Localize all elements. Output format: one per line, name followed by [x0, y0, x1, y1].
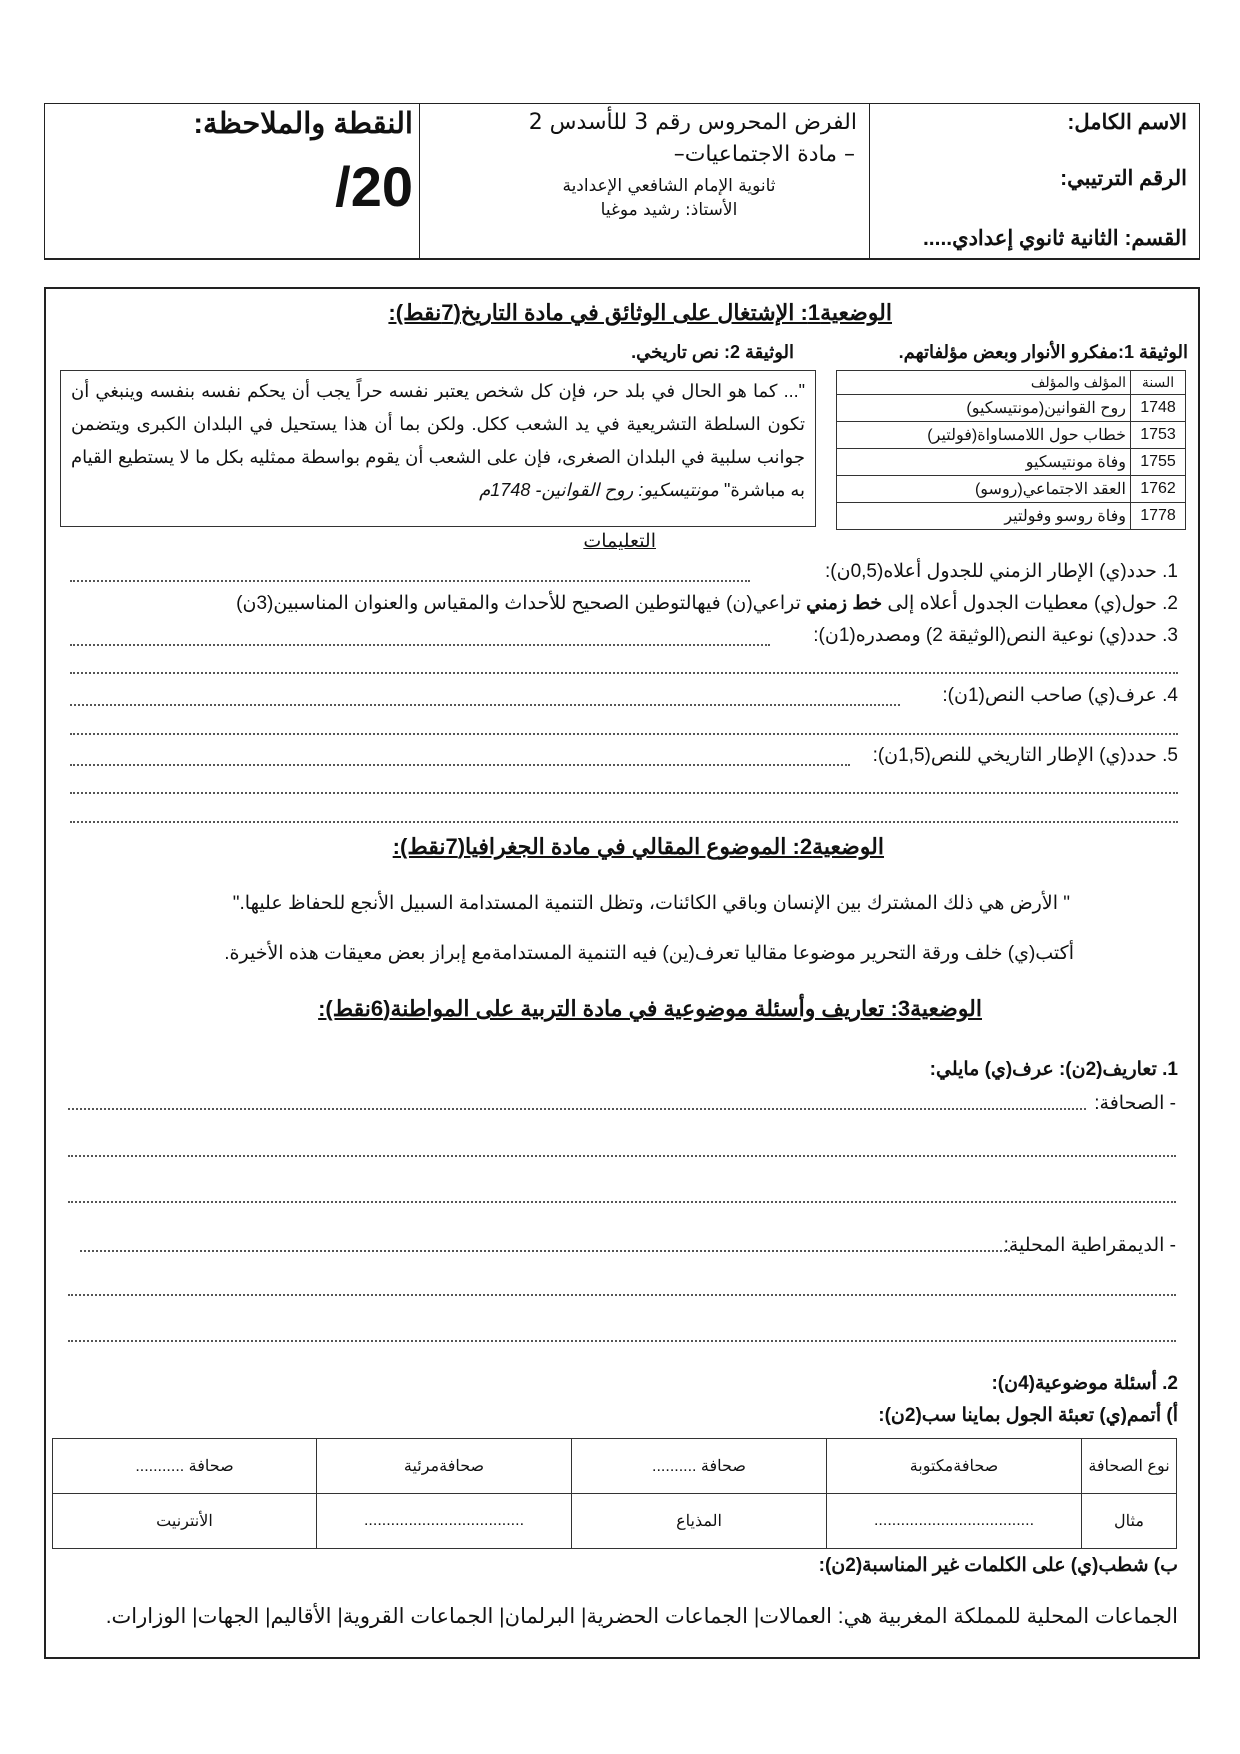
example-cell[interactable]: ....................................	[317, 1494, 572, 1549]
doc1-title: الوثيقة 1:مفكرو الأنوار وبعض مؤلفاتهم.	[898, 342, 1188, 362]
year-cell: 1748	[1131, 395, 1186, 422]
table-row	[837, 503, 1186, 530]
section2-quote: " الأرض هي ذلك المشترك بين الإنسان وباقي الكائنات، وتظل التنمية المستدامة السبيل الأنجع للحفاظ عليها."	[232, 893, 1070, 914]
sub-question-b: ب) شطب(ي) على الكلمات غير المناسبة(2ن):	[818, 1555, 1178, 1576]
instructions-label: التعليمات	[583, 531, 656, 552]
answer-line[interactable]	[70, 580, 750, 582]
doc1-table	[836, 370, 1186, 530]
section2-title: الوضعية2: الموضوع المقالي في مادة الجغرافيا(7نقط):	[392, 834, 884, 859]
press-cell: صحافةمكتوبة	[827, 1439, 1082, 1494]
roll-number-label: الرقم الترتيبي:	[1060, 167, 1187, 190]
year-cell: 1762	[1131, 476, 1186, 503]
answer-line[interactable]	[70, 821, 1178, 823]
doc2-title: الوثيقة 2: نص تاريخي.	[631, 342, 794, 362]
work-cell: وفاة مونتيسكيو	[837, 449, 1131, 476]
answer-line[interactable]	[68, 1155, 1176, 1157]
press-table-row	[53, 1439, 1177, 1494]
question-3: 3. حدد(ي) نوعية النص(الوثيقة 2) ومصدره(1ن):	[813, 625, 1178, 646]
answer-line[interactable]	[70, 704, 900, 706]
definitions-heading: 1. تعاريف(2ن): عرف(ي) مايلي:	[929, 1059, 1178, 1080]
q2-text-b: تراعي(ن) فيهالتوطين الصحيح للأحداث والمقياس والعنوان المناسبين(3ن)	[236, 593, 801, 614]
student-info-cell	[869, 104, 1199, 258]
table-row	[837, 395, 1186, 422]
press-cell[interactable]: صحافة ..........	[572, 1439, 827, 1494]
answer-line[interactable]	[68, 1201, 1176, 1203]
year-cell: 1778	[1131, 503, 1186, 530]
question-4: 4. عرف(ي) صاحب النص(1ن):	[942, 685, 1178, 706]
work-header: المؤلف والمؤلف	[837, 371, 1131, 395]
term-press: - الصحافة:	[1094, 1093, 1176, 1114]
quote-source: مونتيسكيو: روح القوانين- 1748م	[479, 480, 719, 500]
table-row	[837, 476, 1186, 503]
header-box	[44, 103, 1200, 260]
term-local-democracy: - الديمقراطية المحلية:	[1003, 1235, 1176, 1256]
subject-title: – مادة الاجتماعيات–	[673, 142, 855, 167]
table-header-row	[837, 371, 1186, 395]
work-cell: روح القوانين(مونتيسكيو)	[837, 395, 1131, 422]
exam-info-cell	[419, 104, 869, 258]
work-cell: خطاب حول اللامساواة(فولتير)	[837, 422, 1131, 449]
answer-line[interactable]	[70, 792, 1178, 794]
press-cell: صحافةمرئية	[317, 1439, 572, 1494]
press-table-row	[53, 1494, 1177, 1549]
section1-title: الوضعية1: الإشتغال على الوثائق في مادة التاريخ(7نقط):	[388, 300, 892, 325]
grade-label: النقطة والملاحظة:	[193, 108, 413, 140]
work-cell: العقد الاجتماعي(روسو)	[837, 476, 1131, 503]
school-name: ثانوية الإمام الشافعي الإعدادية	[562, 176, 776, 196]
example-header: مثال	[1082, 1494, 1177, 1549]
objective-heading: 2. أسئلة موضوعية(4ن):	[991, 1373, 1178, 1394]
doc2-quote-box	[60, 370, 816, 527]
quote-text: "... كما هو الحال في بلد حر، فإن كل شخص يعتبر نفسه حراً يجب أن يحكم نفسه بنفسه وينبغي أن تكون السلطة التشريعية في يد الشعب ككل. ولكن بما أن هذا يستحيل في البلدان الكبرى ويتضمن جوانب سلبية في البلدان الصغرى، فإن على الشعب أن يقوم بواسطة ممثليه بكل ما لا يستطيع القيام به مباشرة"	[71, 381, 805, 500]
press-table	[52, 1438, 1177, 1549]
work-cell: وفاة روسو وفولتير	[837, 503, 1131, 530]
section3-title: الوضعية3: تعاريف وأسئلة موضوعية في مادة التربية على المواطنة(6نقط):	[318, 996, 982, 1021]
q2-bold: خط زمني	[806, 593, 883, 614]
year-cell: 1753	[1131, 422, 1186, 449]
q2-text-a: 2. حول(ي) معطيات الجدول أعلاه إلى	[887, 593, 1178, 614]
answer-line[interactable]	[70, 672, 1178, 674]
press-type-header: نوع الصحافة	[1082, 1439, 1177, 1494]
local-authorities-sentence[interactable]: الجماعات المحلية للمملكة المغربية هي: العمالات| الجماعات الحضرية| البرلمان| الجماعات القروية| الأقاليم| الجهات| الوزارات.	[105, 1605, 1178, 1628]
teacher-name: الأستاذ: رشيد موغيا	[600, 200, 738, 220]
question-5: 5. حدد(ي) الإطار التاريخي للنص(1,5ن):	[872, 745, 1178, 766]
answer-line[interactable]	[80, 1250, 1010, 1252]
example-cell[interactable]: ....................................	[827, 1494, 1082, 1549]
answer-line[interactable]	[70, 733, 1178, 735]
example-cell: الأنترنيت	[53, 1494, 317, 1549]
year-header: السنة	[1131, 371, 1186, 395]
answer-line[interactable]	[70, 644, 770, 646]
table-row	[837, 449, 1186, 476]
answer-line[interactable]	[68, 1108, 1086, 1110]
year-cell: 1755	[1131, 449, 1186, 476]
section2-task: أكتب(ي) خلف ورقة التحرير موضوعا مقاليا تعرف(ين) فيه التنمية المستدامةمع إبراز بعض معيقات هذه الأخيرة.	[224, 943, 1074, 964]
grade-value: /20	[335, 155, 413, 218]
answer-line[interactable]	[70, 764, 850, 766]
full-name-label: الاسم الكامل:	[1067, 111, 1187, 134]
answer-line[interactable]	[68, 1294, 1176, 1296]
class-label: القسم: الثانية ثانوي إعدادي.....	[922, 227, 1187, 250]
sub-question-a: أ) أتمم(ي) تعبئة الجول بماينا سب(2ن):	[878, 1405, 1178, 1426]
table-row	[837, 422, 1186, 449]
press-cell[interactable]: صحافة ...........	[53, 1439, 317, 1494]
answer-line[interactable]	[68, 1340, 1176, 1342]
grade-cell	[45, 104, 421, 258]
question-2	[236, 592, 1178, 615]
example-cell: المذياع	[572, 1494, 827, 1549]
question-1: 1. حدد(ي) الإطار الزمني للجدول أعلاه(0,5ن):	[825, 561, 1178, 582]
exam-title: الفرض المحروس رقم 3 للأسدس 2	[528, 110, 857, 135]
